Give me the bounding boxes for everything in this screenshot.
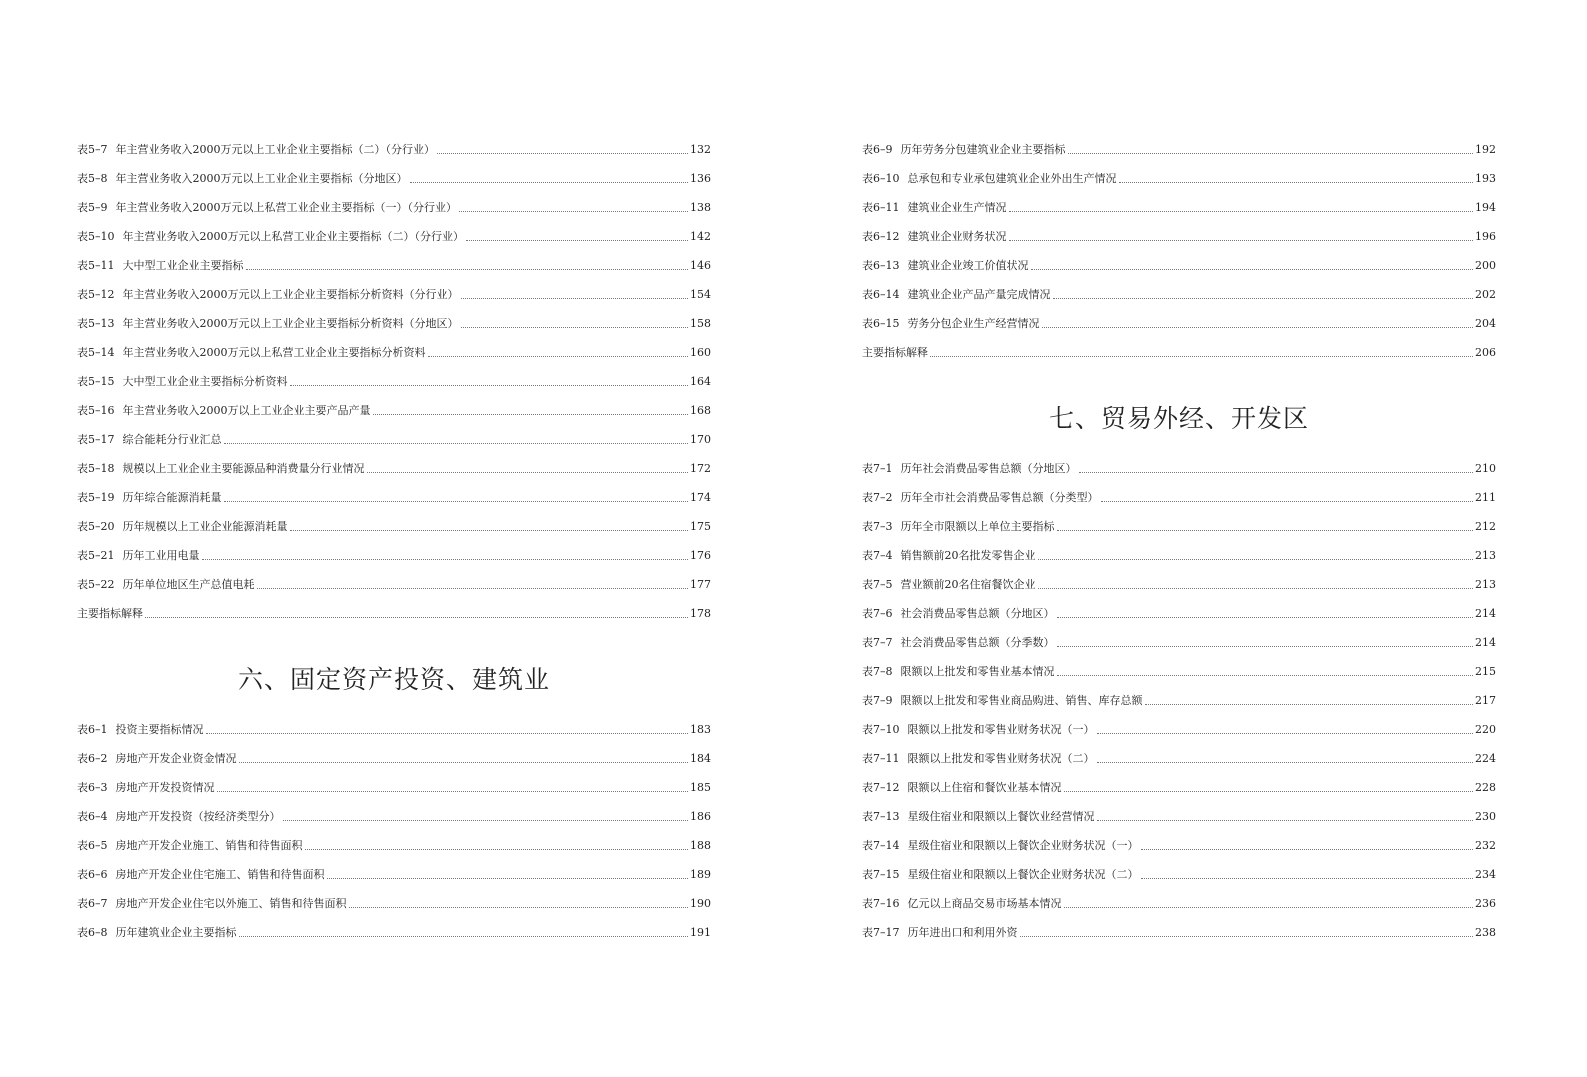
- toc-entry-title: 房地产开发投资情况: [115, 781, 215, 794]
- toc-entry[interactable]: [862, 632, 1496, 650]
- toc-entry-table-number: 表6–5: [77, 839, 108, 852]
- toc-entry-table-number: 表7–3: [862, 520, 893, 533]
- toc-entry-page-number: 190: [690, 897, 711, 910]
- toc-entry-table-number: 表5–15: [77, 375, 115, 388]
- toc-entry-title: 亿元以上商品交易市场基本情况: [907, 897, 1062, 910]
- toc-entry-page-number: 200: [1475, 259, 1496, 272]
- dot-leader: [1064, 907, 1474, 908]
- dot-leader: [1053, 298, 1474, 299]
- toc-entry-title: 星级住宿业和限额以上餐饮企业财务状况（一）: [907, 839, 1139, 852]
- toc-entry-title: 大中型工业企业主要指标: [122, 259, 244, 272]
- toc-entry-page-number: 164: [690, 375, 711, 388]
- toc-entry-page-number: 177: [690, 578, 711, 591]
- toc-entry[interactable]: [77, 835, 711, 853]
- toc-entry[interactable]: [862, 313, 1496, 331]
- toc-entry-page-number: 234: [1475, 868, 1496, 881]
- toc-entry[interactable]: [862, 777, 1496, 795]
- toc-entry-page-number: 214: [1475, 636, 1496, 649]
- toc-entry[interactable]: [862, 168, 1496, 186]
- toc-entry-table-number: 表5–10: [77, 230, 115, 243]
- toc-entry[interactable]: [862, 226, 1496, 244]
- dot-leader: [239, 762, 689, 763]
- toc-entry-page-number: 228: [1475, 781, 1496, 794]
- toc-entry-title: 年主营业务收入2000万元以上工业企业主要指标分析资料（分地区）: [122, 317, 459, 330]
- toc-entry-page-number: 232: [1475, 839, 1496, 852]
- toc-entry-page-number: 178: [690, 607, 711, 620]
- toc-entry-table-number: 表5–9: [77, 201, 108, 214]
- dot-leader: [246, 269, 689, 270]
- toc-entry-title: 房地产开发投资（按经济类型分）: [115, 810, 281, 823]
- toc-entry[interactable]: [77, 893, 711, 911]
- toc-entry[interactable]: [862, 806, 1496, 824]
- toc-entry-table-number: 表6–10: [862, 172, 900, 185]
- toc-entry-table-number: 表7–8: [862, 665, 893, 678]
- toc-entry-table-number: 表7–12: [862, 781, 900, 794]
- toc-entry-page-number: 174: [690, 491, 711, 504]
- toc-entry-table-number: 表7–1: [862, 462, 893, 475]
- toc-entry[interactable]: [77, 400, 711, 418]
- toc-entry-title: 限额以上批发和零售业财务状况（二）: [907, 752, 1095, 765]
- dot-leader: [349, 907, 689, 908]
- toc-entry-table-number: 表7–13: [862, 810, 900, 823]
- toc-entry-page-number: 136: [690, 172, 711, 185]
- toc-entry-title: 历年全市限额以上单位主要指标: [900, 520, 1055, 533]
- toc-entry-page-number: 220: [1475, 723, 1496, 736]
- toc-entry[interactable]: [77, 371, 711, 389]
- toc-entry-table-number: 表6–12: [862, 230, 900, 243]
- dot-leader: [305, 849, 689, 850]
- toc-entry-title: 劳务分包企业生产经营情况: [907, 317, 1040, 330]
- toc-entry-page-number: 189: [690, 868, 711, 881]
- toc-entry-title: 房地产开发企业资金情况: [115, 752, 237, 765]
- dot-leader: [217, 791, 689, 792]
- dot-leader: [373, 414, 689, 415]
- toc-entry-page-number: 217: [1475, 694, 1496, 707]
- dot-leader: [1057, 617, 1474, 618]
- toc-entry-title: 限额以上批发和零售业商品购进、销售、库存总额: [900, 694, 1143, 707]
- toc-entry-page-number: 186: [690, 810, 711, 823]
- toc-entry-page-number: 168: [690, 404, 711, 417]
- dot-leader: [1057, 530, 1474, 531]
- toc-entry[interactable]: [77, 487, 711, 505]
- toc-entry[interactable]: [862, 458, 1496, 476]
- toc-entry[interactable]: [77, 574, 711, 592]
- dot-leader: [1020, 936, 1474, 937]
- toc-entry[interactable]: [862, 835, 1496, 853]
- toc-entry-title: 房地产开发企业施工、销售和待售面积: [115, 839, 303, 852]
- toc-entry[interactable]: [862, 487, 1496, 505]
- toc-entry-table-number: 表5–8: [77, 172, 108, 185]
- toc-entry[interactable]: [862, 922, 1496, 940]
- toc-entry-page-number: 193: [1475, 172, 1496, 185]
- toc-entry[interactable]: [77, 197, 711, 215]
- toc-entry-title: 社会消费品零售总额（分地区）: [900, 607, 1055, 620]
- dot-leader: [367, 472, 689, 473]
- toc-entry-page-number: 138: [690, 201, 711, 214]
- toc-entry-table-number: 表6–1: [77, 723, 108, 736]
- toc-entry-page-number: 192: [1475, 143, 1496, 156]
- toc-entry-title: 历年社会消费品零售总额（分地区）: [900, 462, 1077, 475]
- toc-entry-title: 房地产开发企业住宅以外施工、销售和待售面积: [115, 897, 347, 910]
- toc-entry-table-number: 表5–11: [77, 259, 115, 272]
- toc-entry-title: 营业额前20名住宿餐饮企业: [900, 578, 1036, 591]
- toc-entry[interactable]: [77, 313, 711, 331]
- dot-leader: [930, 356, 1473, 357]
- toc-entry-title: 规模以上工业企业主要能源品种消费量分行业情况: [122, 462, 365, 475]
- toc-entry[interactable]: [77, 748, 711, 766]
- toc-entry-table-number: 表6–4: [77, 810, 108, 823]
- toc-entry[interactable]: [862, 197, 1496, 215]
- toc-entry[interactable]: [77, 226, 711, 244]
- toc-entry-table-number: 表5–18: [77, 462, 115, 475]
- toc-entry-page-number: 188: [690, 839, 711, 852]
- toc-entry-title: 综合能耗分行业汇总: [122, 433, 222, 446]
- toc-entry-page-number: 224: [1475, 752, 1496, 765]
- toc-entry-page-number: 176: [690, 549, 711, 562]
- toc-entry-table-number: 表7–17: [862, 926, 900, 939]
- toc-entry-table-number: 表5–22: [77, 578, 115, 591]
- toc-entry-title: 总承包和专业承包建筑业企业外出生产情况: [907, 172, 1117, 185]
- toc-entry-page-number: 236: [1475, 897, 1496, 910]
- toc-entry[interactable]: [77, 168, 711, 186]
- toc-entry-table-number: 表7–15: [862, 868, 900, 881]
- toc-entry-title: 限额以上批发和零售业基本情况: [900, 665, 1055, 678]
- toc-entry-page-number: 184: [690, 752, 711, 765]
- toc-entry[interactable]: [77, 545, 711, 563]
- dot-leader: [410, 182, 689, 183]
- toc-entry-page-number: 206: [1475, 346, 1496, 359]
- toc-entry-page-number: 183: [690, 723, 711, 736]
- toc-entry-title: 历年单位地区生产总值电耗: [122, 578, 255, 591]
- toc-entry-page-number: 154: [690, 288, 711, 301]
- dot-leader: [145, 617, 688, 618]
- toc-entry-table-number: 表6–11: [862, 201, 900, 214]
- toc-entry-title: 星级住宿业和限额以上餐饮业经营情况: [907, 810, 1095, 823]
- toc-entry[interactable]: [862, 545, 1496, 563]
- toc-entry-table-number: 表7–5: [862, 578, 893, 591]
- section-heading-6: 六、固定资产投资、建筑业: [237, 665, 550, 694]
- toc-entry-table-number: 表5–21: [77, 549, 115, 562]
- dot-leader: [1141, 849, 1474, 850]
- toc-entry-title: 年主营业务收入2000万元以上私营工业企业主要指标（二）（分行业）: [122, 230, 464, 243]
- toc-entry-table-number: 表5–13: [77, 317, 115, 330]
- toc-entry-page-number: 196: [1475, 230, 1496, 243]
- toc-entry-title: 主要指标解释: [77, 607, 143, 620]
- dot-leader: [290, 385, 689, 386]
- dot-leader: [466, 240, 688, 241]
- toc-entry-page-number: 170: [690, 433, 711, 446]
- toc-entry[interactable]: [862, 284, 1496, 302]
- toc-entry-page-number: 230: [1475, 810, 1496, 823]
- toc-entry-title: 社会消费品零售总额（分季数）: [900, 636, 1055, 649]
- toc-entry-page-number: 214: [1475, 607, 1496, 620]
- toc-entry[interactable]: [77, 342, 711, 360]
- toc-entry-title: 年主营业务收入2000万元以上工业企业主要指标（二）（分行业）: [115, 143, 435, 156]
- toc-entry-table-number: 表7–14: [862, 839, 900, 852]
- dot-leader: [1097, 733, 1474, 734]
- toc-entry-table-number: 表7–2: [862, 491, 893, 504]
- toc-entry-title: 历年规模以上工业企业能源消耗量: [122, 520, 288, 533]
- toc-entry-page-number: 212: [1475, 520, 1496, 533]
- toc-entry-title: 历年建筑业企业主要指标: [115, 926, 237, 939]
- dot-leader: [461, 298, 689, 299]
- dot-leader: [202, 559, 689, 560]
- dot-leader: [1038, 559, 1474, 560]
- toc-entry-title: 销售额前20名批发零售企业: [900, 549, 1036, 562]
- toc-entry-title: 星级住宿业和限额以上餐饮企业财务状况（二）: [907, 868, 1139, 881]
- toc-entry[interactable]: [77, 139, 711, 157]
- toc-entry-title: 历年综合能源消耗量: [122, 491, 222, 504]
- toc-entry-table-number: 表5–17: [77, 433, 115, 446]
- toc-entry-title: 历年劳务分包建筑业企业主要指标: [900, 143, 1066, 156]
- toc-entry[interactable]: [77, 603, 711, 621]
- toc-entry-title: 建筑业企业竣工价值状况: [907, 259, 1029, 272]
- toc-entry-page-number: 158: [690, 317, 711, 330]
- toc-entry-title: 建筑业企业生产情况: [907, 201, 1007, 214]
- toc-entry-table-number: 表7–11: [862, 752, 900, 765]
- toc-entry-title: 年主营业务收入2000万元以上工业企业主要指标（分地区）: [115, 172, 408, 185]
- toc-entry[interactable]: [862, 603, 1496, 621]
- toc-entry[interactable]: [862, 574, 1496, 592]
- toc-entry-table-number: 表5–12: [77, 288, 115, 301]
- toc-entry-page-number: 213: [1475, 578, 1496, 591]
- dot-leader: [1009, 240, 1474, 241]
- toc-entry-table-number: 表6–8: [77, 926, 108, 939]
- toc-entry-title: 投资主要指标情况: [115, 723, 204, 736]
- toc-entry-table-number: 表5–14: [77, 346, 115, 359]
- toc-entry-title: 年主营业务收入2000万元以上私营工业企业主要指标分析资料: [122, 346, 426, 359]
- toc-entry-table-number: 表6–3: [77, 781, 108, 794]
- toc-entry-title: 年主营业务收入2000万以上工业企业主要产品产量: [122, 404, 371, 417]
- toc-entry-title: 年主营业务收入2000万元以上私营工业企业主要指标（一）（分行业）: [115, 201, 457, 214]
- dot-leader: [1145, 704, 1474, 705]
- toc-entry-table-number: 表6–7: [77, 897, 108, 910]
- toc-entry-page-number: 191: [690, 926, 711, 939]
- toc-entry-table-number: 表7–4: [862, 549, 893, 562]
- dot-leader: [461, 327, 689, 328]
- toc-entry[interactable]: [77, 429, 711, 447]
- toc-entry-title: 历年进出口和利用外资: [907, 926, 1018, 939]
- dot-leader: [1031, 269, 1474, 270]
- toc-entry-title: 建筑业企业财务状况: [907, 230, 1007, 243]
- toc-entry-table-number: 表6–13: [862, 259, 900, 272]
- toc-entry-page-number: 213: [1475, 549, 1496, 562]
- toc-entry-page-number: 146: [690, 259, 711, 272]
- dot-leader: [206, 733, 689, 734]
- dot-leader: [290, 530, 689, 531]
- toc-entry-table-number: 表7–7: [862, 636, 893, 649]
- toc-entry-table-number: 表5–20: [77, 520, 115, 533]
- dot-leader: [283, 820, 689, 821]
- toc-entry[interactable]: [77, 458, 711, 476]
- toc-entry-table-number: 表6–15: [862, 317, 900, 330]
- toc-entry[interactable]: [862, 864, 1496, 882]
- toc-entry[interactable]: [77, 806, 711, 824]
- toc-entry-title: 建筑业企业产品产量完成情况: [907, 288, 1051, 301]
- dot-leader: [428, 356, 689, 357]
- dot-leader: [1097, 820, 1474, 821]
- toc-entry-title: 房地产开发企业住宅施工、销售和待售面积: [115, 868, 325, 881]
- dot-leader: [1038, 588, 1474, 589]
- toc-entry-page-number: 238: [1475, 926, 1496, 939]
- toc-entry[interactable]: [862, 893, 1496, 911]
- toc-entry-page-number: 194: [1475, 201, 1496, 214]
- toc-entry-page-number: 142: [690, 230, 711, 243]
- dot-leader: [239, 936, 689, 937]
- dot-leader: [1057, 646, 1474, 647]
- toc-entry-page-number: 132: [690, 143, 711, 156]
- toc-entry-title: 年主营业务收入2000万元以上工业企业主要指标分析资料（分行业）: [122, 288, 459, 301]
- toc-entry-page-number: 211: [1475, 491, 1496, 504]
- dot-leader: [459, 211, 688, 212]
- toc-entry-table-number: 表6–9: [862, 143, 893, 156]
- toc-entry-title: 历年工业用电量: [122, 549, 200, 562]
- dot-leader: [1079, 472, 1474, 473]
- toc-entry[interactable]: [862, 719, 1496, 737]
- toc-entry[interactable]: [77, 922, 711, 940]
- dot-leader: [1119, 182, 1474, 183]
- dot-leader: [224, 501, 689, 502]
- toc-entry[interactable]: [77, 516, 711, 534]
- dot-leader: [437, 153, 688, 154]
- toc-entry-title: 主要指标解释: [862, 346, 928, 359]
- toc-entry-table-number: 表7–16: [862, 897, 900, 910]
- toc-entry[interactable]: [862, 661, 1496, 679]
- section-heading-7: 七、贸易外经、开发区: [1048, 404, 1309, 433]
- dot-leader: [1064, 791, 1474, 792]
- toc-entry[interactable]: [862, 748, 1496, 766]
- toc-entry-table-number: 表5–16: [77, 404, 115, 417]
- toc-entry[interactable]: [77, 255, 711, 273]
- toc-entry[interactable]: [862, 139, 1496, 157]
- toc-entry-page-number: 202: [1475, 288, 1496, 301]
- toc-entry-page-number: 185: [690, 781, 711, 794]
- toc-entry-title: 大中型工业企业主要指标分析资料: [122, 375, 288, 388]
- toc-entry-table-number: 表5–19: [77, 491, 115, 504]
- toc-entry[interactable]: [77, 719, 711, 737]
- toc-entry-table-number: 表7–9: [862, 694, 893, 707]
- dot-leader: [257, 588, 689, 589]
- toc-entry-table-number: 表6–6: [77, 868, 108, 881]
- toc-entry-table-number: 表7–6: [862, 607, 893, 620]
- dot-leader: [1042, 327, 1474, 328]
- toc-entry-page-number: 172: [690, 462, 711, 475]
- toc-entry-table-number: 表7–10: [862, 723, 900, 736]
- toc-entry-page-number: 210: [1475, 462, 1496, 475]
- toc-entry[interactable]: [77, 284, 711, 302]
- toc-entry-table-number: 表6–14: [862, 288, 900, 301]
- toc-entry-page-number: 215: [1475, 665, 1496, 678]
- toc-entry-page-number: 204: [1475, 317, 1496, 330]
- dot-leader: [1101, 501, 1474, 502]
- toc-entry-title: 限额以上批发和零售业财务状况（一）: [907, 723, 1095, 736]
- dot-leader: [1068, 153, 1474, 154]
- toc-entry-table-number: 表6–2: [77, 752, 108, 765]
- toc-entry[interactable]: [862, 255, 1496, 273]
- toc-entry[interactable]: [77, 777, 711, 795]
- dot-leader: [1009, 211, 1474, 212]
- toc-entry-table-number: 表5–7: [77, 143, 108, 156]
- dot-leader: [1097, 762, 1474, 763]
- toc-entry[interactable]: [77, 864, 711, 882]
- toc-entry[interactable]: [862, 342, 1496, 360]
- toc-entry-title: 限额以上住宿和餐饮业基本情况: [907, 781, 1062, 794]
- dot-leader: [327, 878, 689, 879]
- toc-entry[interactable]: [862, 690, 1496, 708]
- toc-entry-page-number: 175: [690, 520, 711, 533]
- dot-leader: [224, 443, 689, 444]
- dot-leader: [1057, 675, 1474, 676]
- toc-entry[interactable]: [862, 516, 1496, 534]
- toc-entry-title: 历年全市社会消费品零售总额（分类型）: [900, 491, 1099, 504]
- toc-entry-page-number: 160: [690, 346, 711, 359]
- dot-leader: [1141, 878, 1474, 879]
